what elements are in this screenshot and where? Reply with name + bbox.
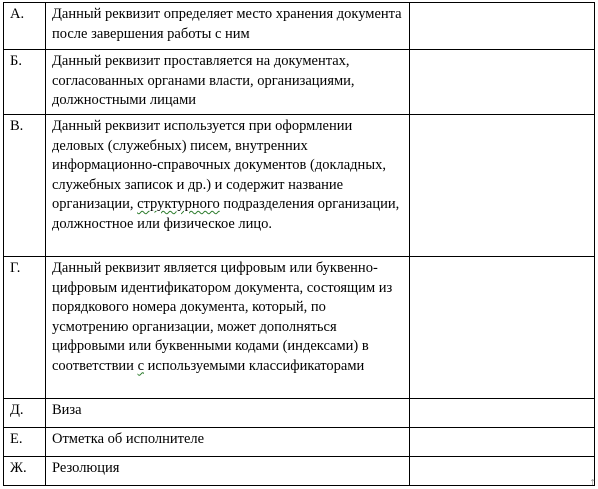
- answer-cell[interactable]: [410, 50, 595, 115]
- table-row: [4, 3, 595, 50]
- row-description: [46, 115, 410, 257]
- spellcheck-underlined-word: структурного: [137, 196, 220, 212]
- row-description: Данный реквизит проставляется на документах, согласованных органами власти, организациями, должностными лицами: [46, 50, 410, 115]
- row-letter: Ж.: [4, 457, 46, 486]
- row-letter: Б.: [4, 50, 46, 115]
- description-text: подразделения организации, должностное или физическое лицо.: [52, 196, 400, 232]
- row-description: Данный реквизит определяет место хранения документа после завершения работы с ним: [46, 3, 410, 50]
- table-row: [4, 115, 595, 257]
- answer-cell[interactable]: [410, 115, 595, 257]
- row-letter: В.: [4, 115, 46, 257]
- table-row: [4, 50, 595, 115]
- row-letter: Е.: [4, 428, 46, 457]
- row-description: [46, 257, 410, 399]
- row-letter: А.: [4, 3, 46, 50]
- table-row: [4, 399, 595, 428]
- row-description: Отметка об исполнителе: [46, 428, 410, 457]
- description-text: Данный реквизит является цифровым или буквенно-цифровым идентификатором документа, состоящим из порядкового номера документа, который, по усмотрению организации, может дополняться цифровыми или буквенными кодами (индексами) в соответствии: [52, 260, 393, 374]
- table-row: [4, 428, 595, 457]
- row-description: Резолюция: [46, 457, 410, 486]
- row-letter: Г.: [4, 257, 46, 399]
- description-text: используемыми классификаторами: [144, 357, 365, 374]
- spellcheck-underlined-word: с: [137, 357, 144, 374]
- answer-cell[interactable]: [410, 3, 595, 50]
- table-row: [4, 257, 595, 399]
- table-resize-mark: ↑: [589, 478, 596, 487]
- table-row: [4, 457, 595, 486]
- row-letter: Д.: [4, 399, 46, 428]
- description-text: Данный реквизит используется при оформлении деловых (служебных) писем, внутренних информационно-справочных документов (докладных, служебных записок и др.) и содержит название организации,: [52, 118, 386, 212]
- answer-cell[interactable]: [410, 428, 595, 457]
- requisites-table: [3, 2, 595, 486]
- row-description: Виза: [46, 399, 410, 428]
- answer-cell[interactable]: [410, 457, 595, 486]
- answer-cell[interactable]: [410, 257, 595, 399]
- answer-cell[interactable]: [410, 399, 595, 428]
